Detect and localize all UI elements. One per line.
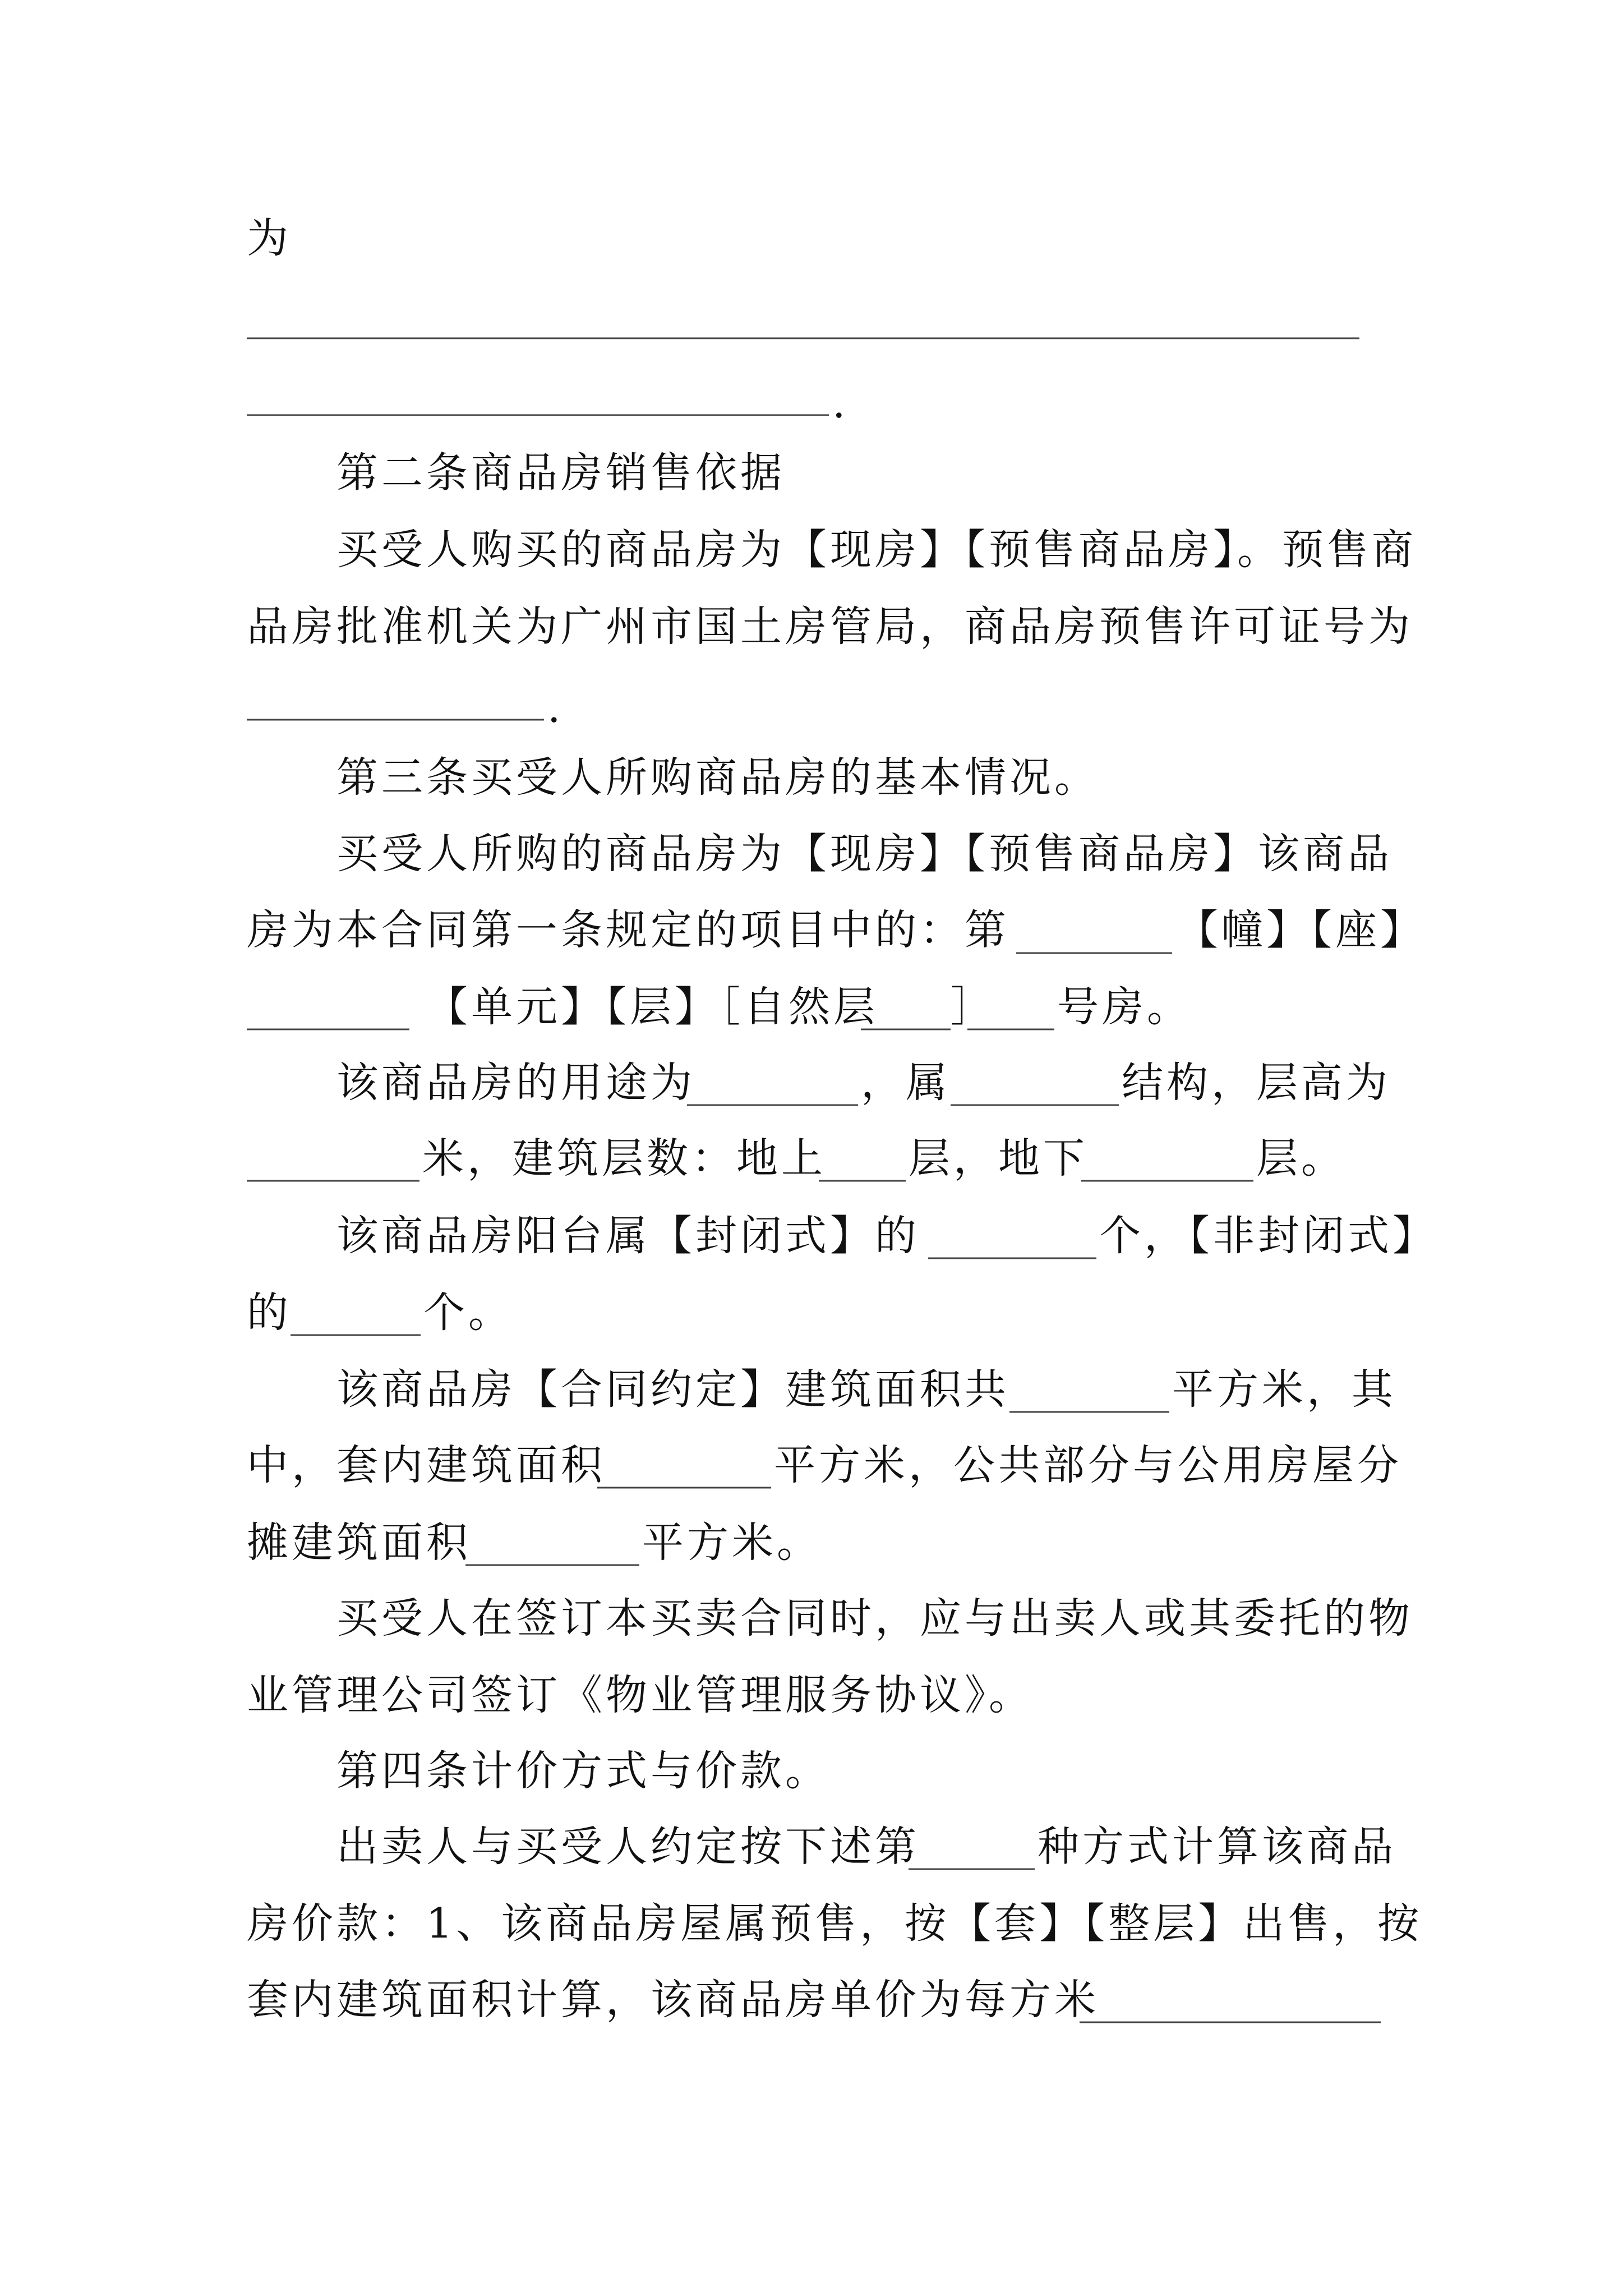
text-line: 号房。 xyxy=(1057,983,1192,1031)
text-line: 中，套内建筑面积 xyxy=(247,1441,606,1489)
text-line: 层，地下 xyxy=(909,1134,1088,1182)
text-line: 平方米，公共部分与公用房屋分 xyxy=(774,1441,1402,1489)
text-line: 品房批准机关为广州市国土房管局，商品房预售许可证号为 xyxy=(247,602,1413,651)
text-line: 买受人购买的商品房为【现房】【预售商品房】。预售商 xyxy=(336,526,1417,574)
article-heading: 第三条买受人所购商品房的基本情况。 xyxy=(336,753,1099,802)
text-line: 摊建筑面积 xyxy=(247,1519,471,1567)
text-line: 为 xyxy=(247,214,292,263)
text-line: 种方式计算该商品 xyxy=(1038,1823,1396,1871)
text-line: 该商品房阳台属【封闭式】的 xyxy=(336,1212,920,1260)
text-line: 【幢】【座】 xyxy=(1177,906,1425,954)
text-line: 该商品房的用途为 xyxy=(336,1059,695,1107)
text-line: ］ xyxy=(951,983,995,1031)
text-line: 个，【非封闭式】 xyxy=(1099,1212,1437,1260)
text-line: 买受人在签订本买卖合同时，应与出卖人或其委托的物 xyxy=(336,1594,1413,1642)
text-line: 个。 xyxy=(423,1289,513,1337)
text-line: 【单元】【层】［自然层 xyxy=(426,983,878,1031)
text-line: 房价款：1、该商品房屋属预售，按【套】【整层】出售，按 xyxy=(247,1899,1423,1948)
text-line: 业管理公司签订《物业管理服务协议》。 xyxy=(247,1671,1034,1719)
text-line: 房为本合同第一条规定的项目中的：第 xyxy=(247,906,1009,954)
text-line: ，属 xyxy=(861,1059,951,1107)
text-line: . xyxy=(832,379,849,427)
text-line: . xyxy=(547,684,564,732)
text-line: 平方米。 xyxy=(642,1519,822,1567)
text-line: 该商品房【合同约定】建筑面积共 xyxy=(336,1365,1009,1414)
text-line: 平方米，其 xyxy=(1172,1365,1396,1414)
text-line: 套内建筑面积计算，该商品房单价为每方米 xyxy=(247,1976,1099,2024)
text-line: 出卖人与买受人约定按下述第 xyxy=(336,1823,920,1871)
text-line: 买受人所购的商品房为【现房】【预售商品房】该商品 xyxy=(336,830,1393,878)
article-heading: 第二条商品房销售依据 xyxy=(336,449,785,497)
text-line: 结构，层高为 xyxy=(1122,1059,1391,1107)
text-line: 层。 xyxy=(1256,1134,1346,1182)
text-line: 的 xyxy=(247,1289,292,1337)
text-line: 米，建筑层数：地上 xyxy=(422,1134,826,1182)
article-heading: 第四条计价方式与价款。 xyxy=(336,1747,830,1795)
